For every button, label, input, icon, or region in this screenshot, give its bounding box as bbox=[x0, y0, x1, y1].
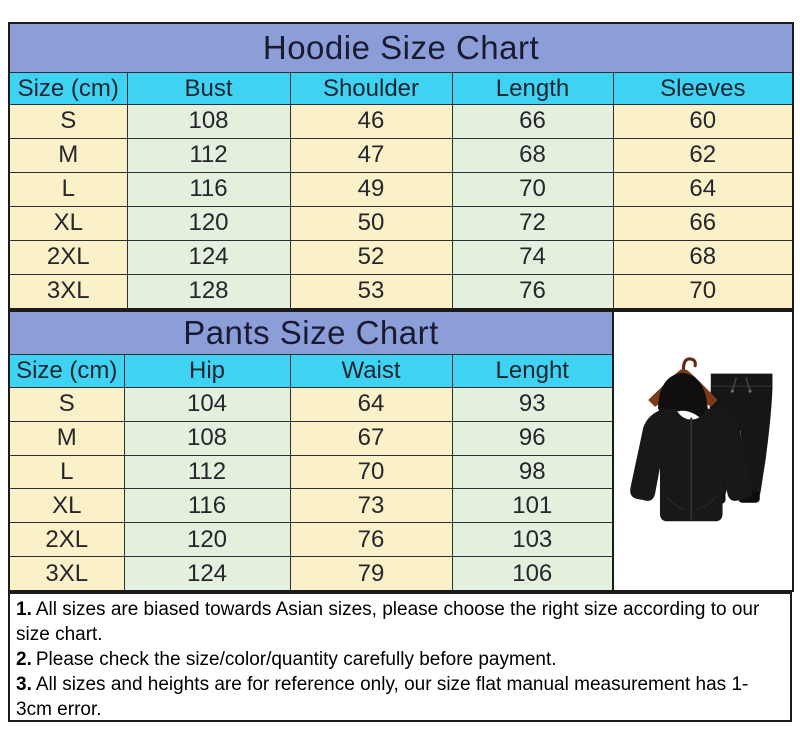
size-cell: 98 bbox=[452, 455, 613, 489]
size-cell: 101 bbox=[452, 489, 613, 523]
pants-column-header-1: Hip bbox=[124, 355, 290, 388]
pants-size-row-S bbox=[9, 388, 613, 422]
size-cell: 52 bbox=[290, 240, 452, 274]
size-cell: 79 bbox=[290, 557, 452, 591]
size-cell: 76 bbox=[452, 274, 613, 309]
pants-chart-title: Pants Size Chart bbox=[9, 311, 613, 355]
size-cell: M bbox=[9, 421, 124, 455]
note-2-text: Please check the size/color/quantity carefully before payment. bbox=[35, 649, 557, 670]
size-cell: 96 bbox=[452, 421, 613, 455]
size-cell: 70 bbox=[452, 172, 613, 206]
notes-box bbox=[8, 592, 792, 722]
size-cell: 66 bbox=[452, 105, 613, 139]
hanger-hook bbox=[683, 359, 695, 370]
size-cell: 47 bbox=[290, 138, 452, 172]
pants-column-header-2: Waist bbox=[290, 355, 452, 388]
pants-size-row-XL bbox=[9, 489, 613, 523]
size-cell: XL bbox=[9, 206, 127, 240]
hoodie-size-row-3XL bbox=[9, 274, 793, 309]
hoodie-size-table bbox=[8, 22, 794, 310]
size-cell: 49 bbox=[290, 172, 452, 206]
size-cell: 68 bbox=[613, 240, 793, 274]
size-cell: 112 bbox=[127, 138, 290, 172]
size-cell: 74 bbox=[452, 240, 613, 274]
size-cell: 2XL bbox=[9, 240, 127, 274]
pants-size-row-2XL bbox=[9, 523, 613, 557]
hoodie-size-row-XL bbox=[9, 206, 793, 240]
note-3 bbox=[16, 672, 782, 722]
size-cell: 64 bbox=[613, 172, 793, 206]
tracksuit-image bbox=[614, 354, 792, 579]
pants-column-header-0: Size (cm) bbox=[9, 355, 124, 388]
note-3-number: 3. bbox=[16, 674, 32, 695]
note-2-number: 2. bbox=[16, 649, 32, 670]
hoodie-chart-title: Hoodie Size Chart bbox=[9, 23, 793, 73]
size-cell: 120 bbox=[124, 523, 290, 557]
pants-size-row-M bbox=[9, 421, 613, 455]
note-3-text: All sizes and heights are for reference only, our size flat manual measurement has 1-3cm error. bbox=[16, 674, 749, 720]
size-cell: 116 bbox=[124, 489, 290, 523]
hoodie-size-row-S bbox=[9, 105, 793, 139]
note-2 bbox=[16, 647, 782, 672]
size-cell: 60 bbox=[613, 105, 793, 139]
size-cell: 103 bbox=[452, 523, 613, 557]
hoodie-column-header-0: Size (cm) bbox=[9, 73, 127, 105]
pants-size-chart-section bbox=[8, 310, 794, 592]
size-cell: 124 bbox=[127, 240, 290, 274]
size-cell: 53 bbox=[290, 274, 452, 309]
hoodie-size-row-2XL bbox=[9, 240, 793, 274]
size-cell: 124 bbox=[124, 557, 290, 591]
size-cell: 76 bbox=[290, 523, 452, 557]
size-cell: 3XL bbox=[9, 274, 127, 309]
size-cell: 120 bbox=[127, 206, 290, 240]
size-cell: 108 bbox=[124, 421, 290, 455]
size-cell: 128 bbox=[127, 274, 290, 309]
size-cell: 50 bbox=[290, 206, 452, 240]
size-cell: L bbox=[9, 172, 127, 206]
size-cell: L bbox=[9, 455, 124, 489]
size-cell: S bbox=[9, 388, 124, 422]
size-cell: 112 bbox=[124, 455, 290, 489]
hoodie-column-header-2: Shoulder bbox=[290, 73, 452, 105]
note-1-text: All sizes are biased towards Asian sizes, please choose the right size according to our size chart. bbox=[16, 599, 760, 645]
note-1-number: 1. bbox=[16, 599, 32, 620]
size-cell: M bbox=[9, 138, 127, 172]
size-cell: 70 bbox=[613, 274, 793, 309]
size-cell: 64 bbox=[290, 388, 452, 422]
size-cell: 46 bbox=[290, 105, 452, 139]
size-cell: 2XL bbox=[9, 523, 124, 557]
size-cell: 3XL bbox=[9, 557, 124, 591]
size-cell: 108 bbox=[127, 105, 290, 139]
pants-size-row-3XL bbox=[9, 557, 613, 591]
size-cell: 66 bbox=[613, 206, 793, 240]
size-cell: 68 bbox=[452, 138, 613, 172]
size-cell: XL bbox=[9, 489, 124, 523]
product-photo bbox=[614, 310, 794, 592]
size-cell: 116 bbox=[127, 172, 290, 206]
pants-column-header-3: Lenght bbox=[452, 355, 613, 388]
size-cell: 70 bbox=[290, 455, 452, 489]
size-cell: 73 bbox=[290, 489, 452, 523]
size-cell: 93 bbox=[452, 388, 613, 422]
size-cell: 72 bbox=[452, 206, 613, 240]
size-cell: 67 bbox=[290, 421, 452, 455]
pants-size-row-L bbox=[9, 455, 613, 489]
hoodie-size-row-L bbox=[9, 172, 793, 206]
note-1 bbox=[16, 597, 782, 647]
hoodie-column-header-4: Sleeves bbox=[613, 73, 793, 105]
size-cell: 104 bbox=[124, 388, 290, 422]
hoodie-size-chart-section bbox=[8, 22, 794, 310]
size-cell: 62 bbox=[613, 138, 793, 172]
hoodie-column-header-3: Length bbox=[452, 73, 613, 105]
hoodie-column-header-1: Bust bbox=[127, 73, 290, 105]
size-cell: 106 bbox=[452, 557, 613, 591]
size-cell: S bbox=[9, 105, 127, 139]
hoodie-size-row-M bbox=[9, 138, 793, 172]
pants-size-table bbox=[8, 310, 614, 592]
